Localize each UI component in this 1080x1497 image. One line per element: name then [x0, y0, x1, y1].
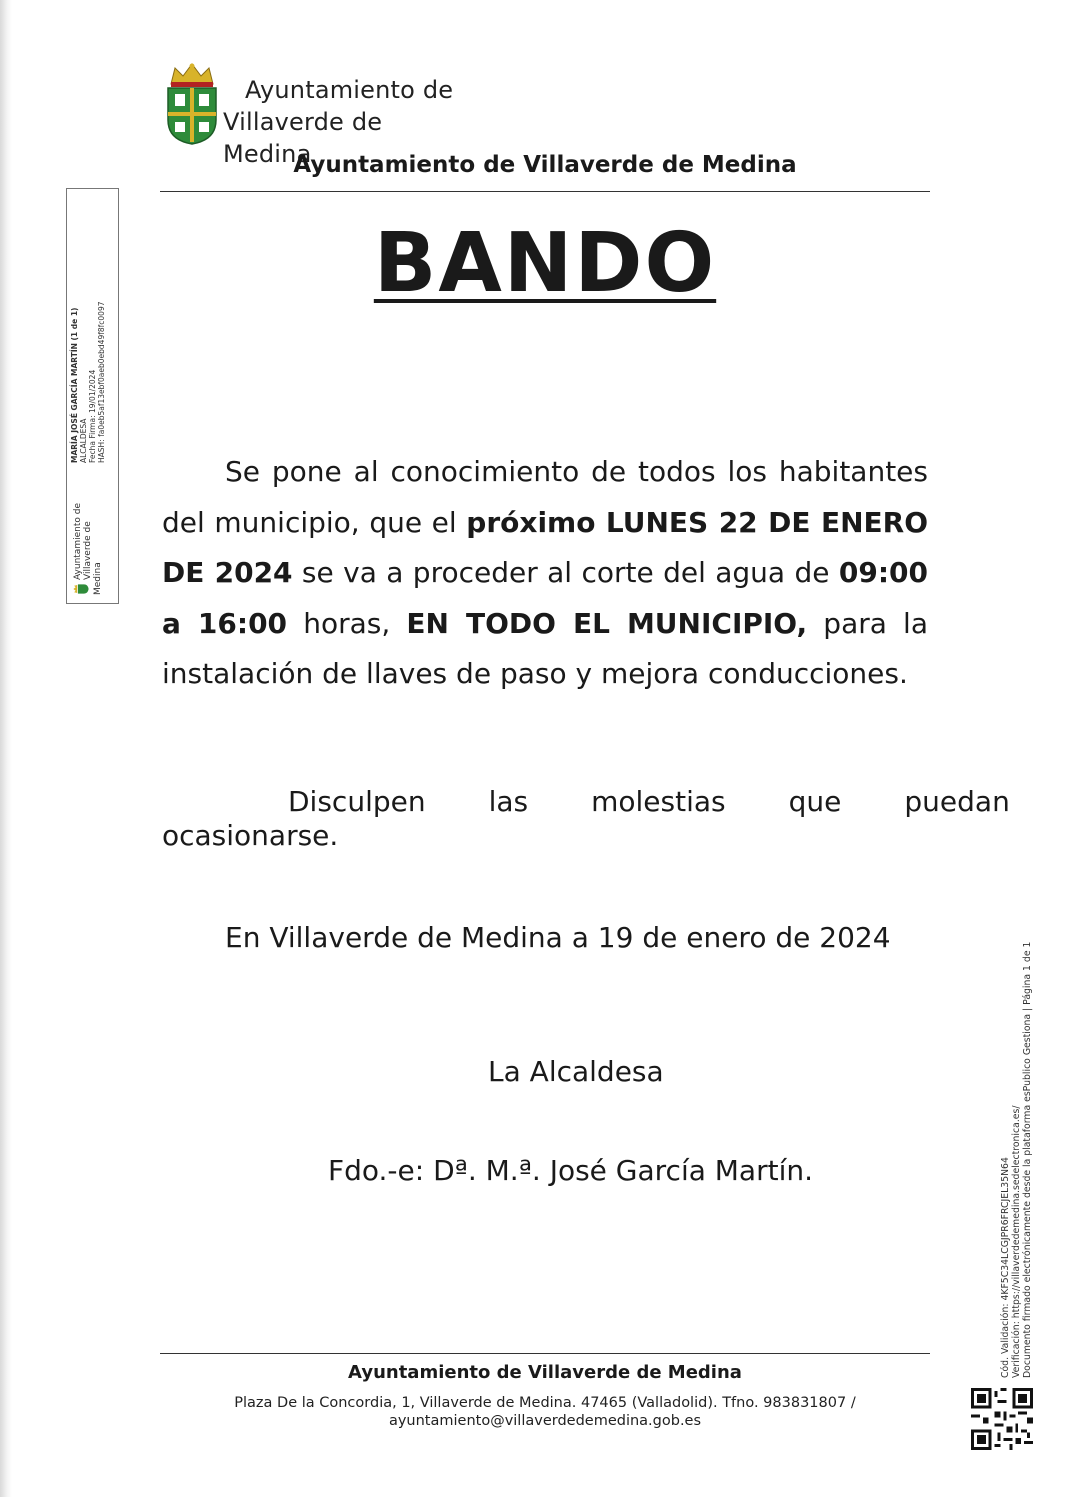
footer-address-line: Plaza De la Concordia, 1, Villaverde de Medina. 47465 (Valladolid). Tfno. 983831807 /	[234, 1395, 856, 1411]
apology-line-2: ocasionarse.	[162, 819, 339, 852]
stamp-info	[70, 302, 106, 464]
stamp-hash: HASH: fa0eb5af13ebf0aeb0ebd49f8fc0097	[97, 301, 106, 463]
validation-code: Cód. Validación: 4KF5C34LCGJPR6FRCJEL35N64	[1000, 1157, 1011, 1378]
validation-url: Verificación: https://villaverdedemedina.sedelectronica.es/	[1011, 1105, 1022, 1378]
footer-title: Ayuntamiento de Villaverde de Medina	[348, 1362, 742, 1383]
stamp-signer: MARÍA JOSÉ GARCÍA MARTÍN (1 de 1)	[70, 307, 79, 463]
signer-role: La Alcaldesa	[488, 1055, 664, 1088]
footer-divider	[160, 1353, 930, 1354]
apology-word: las	[488, 785, 529, 818]
stamp-coat-of-arms-icon	[73, 583, 89, 595]
p1-scope: EN TODO EL MUNICIPIO,	[406, 606, 808, 640]
stamp-date: Fecha Firma: 19/01/2024	[88, 369, 97, 463]
apology-paragraph	[162, 785, 1010, 853]
apology-word: Disculpen	[288, 785, 426, 818]
signature-line: Fdo.-e: Dª. M.ª. José García Martín.	[328, 1154, 814, 1187]
p1-end: para la instalación de llaves de paso y mejora conducciones.	[162, 606, 928, 690]
apology-word: que	[788, 785, 842, 818]
footer-address	[160, 1394, 930, 1430]
header-title: Ayuntamiento de Villaverde de Medina	[293, 152, 797, 178]
municipal-logo	[163, 62, 463, 168]
place-and-date: En Villaverde de Medina a 19 de enero de 2024	[225, 921, 891, 954]
apology-line-1	[162, 785, 1010, 819]
stamp-org-line-2: Villaverde de Medina	[83, 521, 103, 595]
qr-code-icon	[971, 1388, 1033, 1450]
apology-word: puedan	[904, 785, 1010, 818]
document-title	[160, 216, 930, 311]
stamp-logo	[73, 501, 103, 595]
p1-intro: Se pone al conocimiento de todos los habitantes del municipio, que el	[162, 455, 928, 539]
header-divider	[160, 191, 930, 192]
logo-line-2: Villaverde de Medina	[223, 108, 383, 168]
scan-edge	[0, 0, 12, 1497]
p1-hours: 09:00 a 16:00	[162, 556, 929, 640]
signature-stamp	[66, 188, 119, 604]
validation-note: Documento firmado electrónicamente desde la plataforma esPublico Gestiona | Página 1 de 1	[1022, 941, 1033, 1378]
p1-date: próximo LUNES 22 DE ENERO DE 2024	[162, 505, 928, 589]
p1-mid2: horas,	[287, 606, 407, 640]
p1-mid: se va a proceder al corte del agua de	[292, 556, 839, 589]
footer-email: ayuntamiento@villaverdedemedina.gob.es	[388, 1413, 702, 1429]
validation-info	[1000, 928, 1040, 1378]
coat-of-arms-icon	[163, 62, 221, 146]
logo-line-1: Ayuntamiento de	[245, 76, 454, 104]
apology-word: molestias	[591, 785, 726, 818]
stamp-org-line-1: Ayuntamiento de	[73, 503, 83, 580]
document-title-text: BANDO	[373, 216, 717, 311]
signature-stamp-content	[67, 189, 118, 603]
stamp-role: ALCALDESA	[79, 418, 88, 463]
notice-paragraph	[162, 447, 928, 700]
